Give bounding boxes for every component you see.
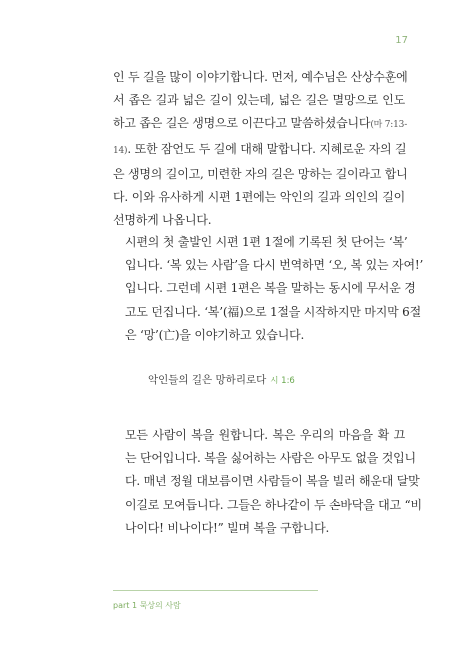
text-line: 다. 이와 유사하게 시편 1편에는 악인의 길과 의인의 길이	[113, 190, 405, 205]
paragraph-two-ways	[113, 66, 408, 232]
subheading-text: 악인들의 길은 망하리로다	[148, 374, 267, 386]
text-line: 다. 매년 정월 대보름이면 사람들이 복을 빌러 해운대 달맞	[125, 474, 420, 489]
text-line: 서 좁은 길과 넓은 길이 있는데, 넓은 길은 멸망으로 인도	[113, 93, 405, 108]
text-line: 은 ‘망’(亡)을 이야기하고 있습니다.	[125, 327, 305, 342]
text-line-content: . 또한 잠언도 두 길에 대해 말합니다. 지혜로운 자의 길	[127, 141, 407, 156]
subheading-verse: 시 1:6	[270, 376, 295, 386]
paragraph-psalm-blessing	[113, 231, 424, 347]
text-line: 시편의 첫 출발인 시편 1편 1절에 기록된 첫 단어는 ‘복’	[125, 235, 408, 249]
text-line: 모든 사람이 복을 원합니다. 복은 우리의 마음을 확 끄	[125, 428, 405, 442]
text-line	[113, 112, 408, 137]
text-line: 고도 던집니다. ‘복’(福)으로 1절을 시작하지만 마지막 6절	[125, 304, 422, 319]
text-line-content: 하고 좁은 길은 생명으로 이끈다고 말씀하셨습니다	[113, 116, 371, 131]
text-line: 은 생명의 길이고, 미련한 자의 길은 망하는 길이라고 합니	[113, 166, 408, 181]
section-subheading	[148, 372, 295, 387]
text-line: 입니다. 그런데 시편 1편은 복을 말하는 동시에 무서운 경	[125, 281, 416, 296]
page-number: 17	[395, 35, 408, 46]
text-line: 인 두 길을 많이 이야기합니다. 먼저, 예수님은 산상수훈에	[113, 70, 408, 84]
scripture-reference: (마 7:13-	[370, 120, 408, 131]
footer-part-label: part 1 묵상의 사람	[113, 601, 181, 610]
text-line: 는 단어입니다. 복을 싫어하는 사람은 아무도 없을 것입니	[125, 451, 416, 466]
paragraph-everyone-wants-blessing	[113, 424, 422, 540]
text-line: 이길로 모여듭니다. 그들은 하나같이 두 손바닥을 대고 “비	[125, 497, 422, 512]
text-line: 입니다. ‘복 있는 사람’을 다시 번역하면 ‘오, 복 있는 자여!’	[125, 258, 424, 273]
text-line: 선명하게 나옵니다.	[113, 213, 212, 228]
text-line: 나이다! 비나이다!” 빌며 복을 구합니다.	[125, 520, 330, 535]
text-line	[113, 138, 405, 163]
footer-divider	[113, 590, 318, 591]
scripture-reference-cont: 14)	[113, 145, 128, 156]
